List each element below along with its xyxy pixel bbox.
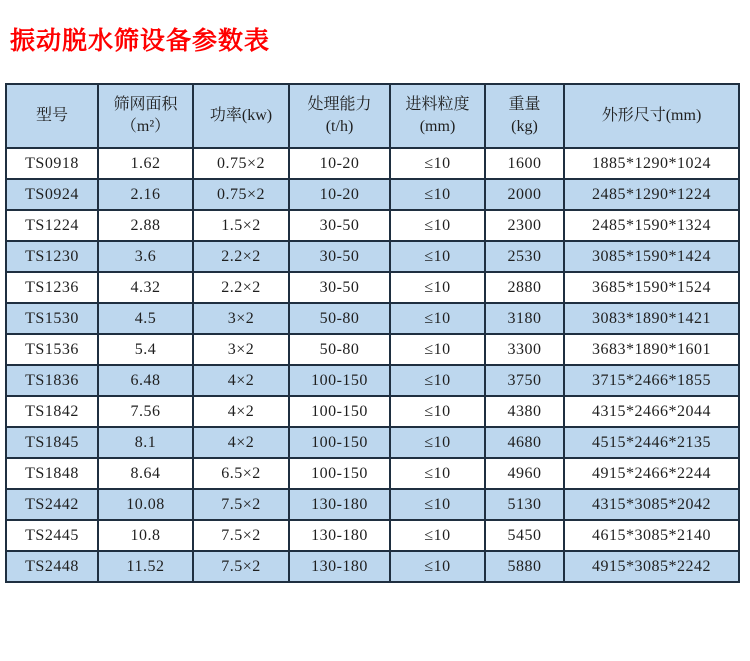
cell-weight: 3180 [485, 303, 564, 334]
table-row [6, 365, 739, 396]
cell-power: 4×2 [193, 396, 289, 427]
cell-model: TS1236 [6, 272, 98, 303]
cell-capacity: 130-180 [289, 551, 390, 582]
header-row [6, 84, 739, 148]
cell-power: 7.5×2 [193, 551, 289, 582]
cell-feed-size: ≤10 [390, 520, 485, 551]
cell-screen-area: 3.6 [98, 241, 193, 272]
column-header-label: 外形尺寸(mm) [601, 107, 702, 125]
cell-dimensions: 2485*1590*1324 [564, 210, 739, 241]
cell-power: 3×2 [193, 303, 289, 334]
cell-dimensions: 1885*1290*1024 [564, 148, 739, 179]
cell-dimensions: 3715*2466*1855 [564, 365, 739, 396]
cell-weight: 3300 [485, 334, 564, 365]
column-header-label: 处理能力 [307, 96, 372, 114]
column-header-label: (mm) [419, 118, 456, 135]
table-row [6, 272, 739, 303]
cell-weight: 5130 [485, 489, 564, 520]
cell-feed-size: ≤10 [390, 241, 485, 272]
cell-screen-area: 11.52 [98, 551, 193, 582]
cell-power: 1.5×2 [193, 210, 289, 241]
table-row [6, 334, 739, 365]
cell-weight: 5880 [485, 551, 564, 582]
cell-model: TS0918 [6, 148, 98, 179]
cell-screen-area: 10.8 [98, 520, 193, 551]
cell-weight: 4380 [485, 396, 564, 427]
table-row [6, 241, 739, 272]
column-header-label: 重量 [508, 96, 541, 114]
cell-power: 7.5×2 [193, 520, 289, 551]
cell-screen-area: 5.4 [98, 334, 193, 365]
column-header-label: 型号 [35, 107, 68, 125]
cell-power: 0.75×2 [193, 179, 289, 210]
column-header-label: （m²） [120, 118, 171, 135]
column-header-screen-area [98, 84, 193, 148]
cell-dimensions: 2485*1290*1224 [564, 179, 739, 210]
cell-weight: 2300 [485, 210, 564, 241]
cell-power: 4×2 [193, 365, 289, 396]
cell-capacity: 100-150 [289, 365, 390, 396]
table-row [6, 489, 739, 520]
cell-screen-area: 7.56 [98, 396, 193, 427]
cell-weight: 5450 [485, 520, 564, 551]
cell-feed-size: ≤10 [390, 179, 485, 210]
page-title: 振动脱水筛设备参数表 [10, 27, 271, 55]
table-row [6, 427, 739, 458]
column-header-weight [485, 84, 564, 148]
cell-capacity: 10-20 [289, 148, 390, 179]
cell-screen-area: 4.32 [98, 272, 193, 303]
cell-weight: 1600 [485, 148, 564, 179]
cell-weight: 4960 [485, 458, 564, 489]
cell-capacity: 30-50 [289, 210, 390, 241]
cell-power: 6.5×2 [193, 458, 289, 489]
cell-model: TS1224 [6, 210, 98, 241]
cell-capacity: 100-150 [289, 427, 390, 458]
cell-dimensions: 4315*2466*2044 [564, 396, 739, 427]
cell-weight: 3750 [485, 365, 564, 396]
cell-model: TS1842 [6, 396, 98, 427]
cell-model: TS0924 [6, 179, 98, 210]
cell-capacity: 30-50 [289, 241, 390, 272]
cell-dimensions: 4515*2446*2135 [564, 427, 739, 458]
cell-power: 2.2×2 [193, 272, 289, 303]
table-row [6, 396, 739, 427]
cell-capacity: 100-150 [289, 396, 390, 427]
cell-capacity: 50-80 [289, 303, 390, 334]
table-row [6, 179, 739, 210]
column-header-model [6, 84, 98, 148]
cell-model: TS1530 [6, 303, 98, 334]
column-header-label: 功率(kw) [209, 107, 273, 125]
cell-model: TS1836 [6, 365, 98, 396]
column-header-label: (t/h) [325, 118, 354, 135]
cell-feed-size: ≤10 [390, 272, 485, 303]
column-header-feed-size [390, 84, 485, 148]
cell-feed-size: ≤10 [390, 489, 485, 520]
page [0, 26, 750, 661]
cell-dimensions: 4315*3085*2042 [564, 489, 739, 520]
cell-capacity: 50-80 [289, 334, 390, 365]
cell-capacity: 130-180 [289, 520, 390, 551]
cell-capacity: 100-150 [289, 458, 390, 489]
cell-dimensions: 4615*3085*2140 [564, 520, 739, 551]
cell-screen-area: 8.1 [98, 427, 193, 458]
cell-power: 7.5×2 [193, 489, 289, 520]
column-header-dimensions [564, 84, 739, 148]
column-header-power [193, 84, 289, 148]
table-row [6, 210, 739, 241]
table-row [6, 303, 739, 334]
cell-dimensions: 3085*1590*1424 [564, 241, 739, 272]
cell-feed-size: ≤10 [390, 551, 485, 582]
cell-feed-size: ≤10 [390, 210, 485, 241]
parameters-table [5, 83, 740, 583]
cell-feed-size: ≤10 [390, 334, 485, 365]
cell-power: 2.2×2 [193, 241, 289, 272]
cell-capacity: 30-50 [289, 272, 390, 303]
cell-dimensions: 3083*1890*1421 [564, 303, 739, 334]
cell-dimensions: 3685*1590*1524 [564, 272, 739, 303]
cell-feed-size: ≤10 [390, 303, 485, 334]
cell-dimensions: 4915*3085*2242 [564, 551, 739, 582]
cell-model: TS1536 [6, 334, 98, 365]
cell-screen-area: 10.08 [98, 489, 193, 520]
cell-power: 0.75×2 [193, 148, 289, 179]
cell-model: TS1230 [6, 241, 98, 272]
cell-dimensions: 4915*2466*2244 [564, 458, 739, 489]
cell-weight: 2530 [485, 241, 564, 272]
table-row [6, 148, 739, 179]
cell-screen-area: 1.62 [98, 148, 193, 179]
cell-power: 4×2 [193, 427, 289, 458]
cell-screen-area: 2.88 [98, 210, 193, 241]
column-header-capacity [289, 84, 390, 148]
cell-screen-area: 2.16 [98, 179, 193, 210]
cell-power: 3×2 [193, 334, 289, 365]
cell-model: TS1845 [6, 427, 98, 458]
table-row [6, 551, 739, 582]
cell-model: TS1848 [6, 458, 98, 489]
cell-weight: 4680 [485, 427, 564, 458]
cell-screen-area: 8.64 [98, 458, 193, 489]
cell-capacity: 10-20 [289, 179, 390, 210]
cell-model: TS2442 [6, 489, 98, 520]
cell-model: TS2448 [6, 551, 98, 582]
cell-feed-size: ≤10 [390, 396, 485, 427]
column-header-label: 筛网面积 [113, 96, 178, 114]
cell-weight: 2000 [485, 179, 564, 210]
cell-model: TS2445 [6, 520, 98, 551]
cell-feed-size: ≤10 [390, 365, 485, 396]
cell-screen-area: 4.5 [98, 303, 193, 334]
cell-capacity: 130-180 [289, 489, 390, 520]
cell-dimensions: 3683*1890*1601 [564, 334, 739, 365]
column-header-label: 进料粒度 [405, 96, 470, 114]
cell-weight: 2880 [485, 272, 564, 303]
cell-screen-area: 6.48 [98, 365, 193, 396]
table-row [6, 458, 739, 489]
cell-feed-size: ≤10 [390, 458, 485, 489]
cell-feed-size: ≤10 [390, 427, 485, 458]
table-row [6, 520, 739, 551]
column-header-label: (kg) [511, 118, 538, 135]
cell-feed-size: ≤10 [390, 148, 485, 179]
